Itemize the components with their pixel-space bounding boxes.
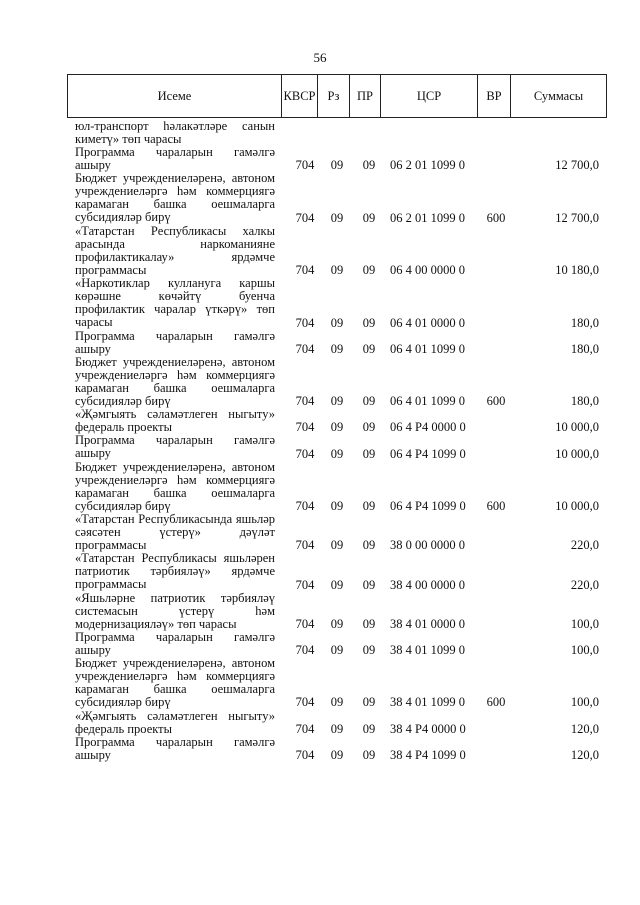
csr-cell: 06 4 01 0000 0: [390, 315, 465, 330]
row-name: [75, 736, 275, 762]
row-name-line: субсидияләр бирү: [75, 210, 171, 225]
row-name-line: юл-транспорт һәлакәтләре санын: [75, 119, 275, 133]
table-row: [0, 513, 640, 552]
row-name-line: Программа чараларын гамәлгә: [75, 629, 275, 644]
row-name-line: ашыру: [75, 642, 111, 657]
column-header-rz: Рз: [318, 75, 350, 117]
sum-cell: 10 000,0: [555, 420, 599, 435]
rz-cell: 09: [330, 616, 344, 631]
row-name: [75, 146, 275, 172]
pr-cell: 09: [362, 498, 376, 513]
pr-cell: 09: [362, 643, 376, 658]
row-name-line: карамаган башка оешмаларга: [75, 197, 275, 212]
sum-cell: 12 700,0: [555, 210, 599, 225]
column-header-csr: ЦСР: [381, 75, 478, 117]
table-row: [0, 356, 640, 408]
csr-cell: 38 4 01 1099 0: [390, 695, 465, 710]
row-name-line: «Яшьләрне патриотик тәрбияләү: [75, 590, 275, 605]
row-name-line: ашыру: [75, 446, 111, 461]
row-name-line: чарасы: [75, 315, 113, 330]
rz-cell: 09: [330, 498, 344, 513]
row-name-line: учреждениеләргә һәм коммерциягә: [75, 184, 275, 199]
pr-cell: 09: [362, 263, 376, 278]
table-row: [0, 120, 640, 146]
pr-cell: 09: [362, 210, 376, 225]
table-row: [0, 277, 640, 329]
row-name-line: «Татарстан Республикасы халкы: [75, 223, 275, 238]
sum-cell: 120,0: [570, 721, 599, 736]
row-name-line: «Татарстан Республикасы яшьләрен: [75, 551, 275, 566]
table-row: [0, 657, 640, 709]
kvsr-cell: 704: [295, 695, 315, 710]
sum-cell: 12 700,0: [555, 158, 599, 173]
csr-cell: 06 4 01 1099 0: [390, 394, 465, 409]
column-header-pr: ПР: [350, 75, 381, 117]
pr-cell: 09: [362, 420, 376, 435]
row-name: [75, 120, 275, 146]
row-name: [75, 552, 275, 591]
sum-cell: 10 000,0: [555, 446, 599, 461]
page-number: 56: [313, 50, 327, 65]
row-name-line: Бюджет учреждениеләренә, автоном: [75, 656, 275, 671]
row-name-line: программасы: [75, 577, 147, 592]
pr-cell: 09: [362, 446, 376, 461]
table-row: [0, 408, 640, 434]
row-name-line: көрәшне көчәйтү буенча: [75, 289, 275, 304]
row-name-line: учреждениеләргә һәм коммерциягә: [75, 367, 275, 382]
csr-cell: 38 4 00 0000 0: [390, 577, 465, 592]
row-name-line: субсидияләр бирү: [75, 498, 171, 513]
row-name-line: профилактик чаралар үткәрү» төп: [75, 302, 275, 317]
vr-cell: 600: [486, 695, 506, 710]
kvsr-cell: 704: [295, 341, 315, 356]
pr-cell: 09: [362, 721, 376, 736]
kvsr-cell: 704: [295, 538, 315, 553]
kvsr-cell: 704: [295, 446, 315, 461]
csr-cell: 38 4 P4 1099 0: [390, 747, 466, 762]
vr-cell: 600: [486, 210, 506, 225]
row-name-line: Программа чараларын гамәлгә: [75, 433, 275, 448]
table-row: [0, 172, 640, 224]
csr-cell: 06 4 01 1099 0: [390, 341, 465, 356]
rz-cell: 09: [330, 577, 344, 592]
kvsr-cell: 704: [295, 721, 315, 736]
row-name-line: федераль проекты: [75, 420, 173, 435]
sum-cell: 220,0: [570, 577, 599, 592]
row-name-line: субсидияләр бирү: [75, 393, 171, 408]
row-name-line: субсидияләр бирү: [75, 695, 171, 710]
kvsr-cell: 704: [295, 394, 315, 409]
row-name: [75, 631, 275, 657]
row-name: [75, 710, 275, 736]
sum-cell: 180,0: [570, 341, 599, 356]
rz-cell: 09: [330, 394, 344, 409]
row-name-line: ашыру: [75, 747, 111, 762]
row-name: [75, 330, 275, 356]
row-name: [75, 592, 275, 631]
row-name: [75, 356, 275, 408]
row-name-line: «Татарстан Республикасында яшьләр: [75, 512, 275, 526]
row-name-line: федераль проекты: [75, 721, 173, 736]
sum-cell: 180,0: [570, 394, 599, 409]
csr-cell: 38 4 01 1099 0: [390, 643, 465, 658]
rz-cell: 09: [330, 695, 344, 710]
csr-cell: 06 4 P4 1099 0: [390, 446, 466, 461]
row-name: [75, 657, 275, 709]
sum-cell: 100,0: [570, 695, 599, 710]
row-name-line: Программа чараларын гамәлгә: [75, 145, 275, 160]
pr-cell: 09: [362, 341, 376, 356]
csr-cell: 38 0 00 0000 0: [390, 538, 465, 553]
sum-cell: 100,0: [570, 643, 599, 658]
column-header-name: Исеме: [68, 75, 282, 117]
row-name-line: программасы: [75, 538, 147, 552]
kvsr-cell: 704: [295, 420, 315, 435]
rz-cell: 09: [330, 315, 344, 330]
pr-cell: 09: [362, 158, 376, 173]
kvsr-cell: 704: [295, 210, 315, 225]
column-header-vr: ВР: [478, 75, 511, 117]
row-name: [75, 277, 275, 329]
kvsr-cell: 704: [295, 616, 315, 631]
row-name-line: Программа чараларын гамәлгә: [75, 328, 275, 343]
pr-cell: 09: [362, 394, 376, 409]
rz-cell: 09: [330, 643, 344, 658]
row-name-line: Бюджет учреждениеләренә, автоном: [75, 354, 275, 369]
csr-cell: 06 2 01 1099 0: [390, 210, 465, 225]
row-name-line: «Җәмгыять сәламәтлеген ныгыту»: [75, 407, 275, 422]
kvsr-cell: 704: [295, 498, 315, 513]
table-row: [0, 330, 640, 356]
row-name-line: карамаган башка оешмаларга: [75, 682, 275, 697]
table-header: [67, 74, 607, 118]
row-name-line: арасында наркоманияне: [75, 236, 275, 251]
row-name-line: системасын үстерү һәм: [75, 603, 275, 618]
vr-cell: 600: [486, 498, 506, 513]
rz-cell: 09: [330, 263, 344, 278]
kvsr-cell: 704: [295, 263, 315, 278]
sum-cell: 220,0: [570, 538, 599, 553]
csr-cell: 06 4 P4 1099 0: [390, 498, 466, 513]
sum-cell: 180,0: [570, 315, 599, 330]
kvsr-cell: 704: [295, 315, 315, 330]
table-row: [0, 736, 640, 762]
row-name-line: ашыру: [75, 341, 111, 356]
kvsr-cell: 704: [295, 158, 315, 173]
sum-cell: 10 000,0: [555, 498, 599, 513]
row-name: [75, 408, 275, 434]
column-header-kvsr: КВСР: [282, 75, 318, 117]
table-row: [0, 146, 640, 172]
pr-cell: 09: [362, 747, 376, 762]
row-name-line: учреждениеләргә һәм коммерциягә: [75, 472, 275, 487]
table-row: [0, 592, 640, 631]
rz-cell: 09: [330, 341, 344, 356]
kvsr-cell: 704: [295, 643, 315, 658]
table-row: [0, 225, 640, 277]
row-name-line: «Җәмгыять сәламәтлеген ныгыту»: [75, 708, 275, 723]
row-name: [75, 225, 275, 277]
kvsr-cell: 704: [295, 577, 315, 592]
row-name-line: учреждениеләргә һәм коммерциягә: [75, 669, 275, 684]
row-name-line: киметү» төп чарасы: [75, 132, 182, 146]
pr-cell: 09: [362, 577, 376, 592]
rz-cell: 09: [330, 210, 344, 225]
table-row: [0, 434, 640, 460]
row-name-line: модернизацияләү» төп чарасы: [75, 616, 237, 631]
rz-cell: 09: [330, 158, 344, 173]
row-name-line: Бюджет учреждениеләренә, автоном: [75, 459, 275, 474]
kvsr-cell: 704: [295, 747, 315, 762]
rz-cell: 09: [330, 420, 344, 435]
table-row: [0, 631, 640, 657]
sum-cell: 10 180,0: [555, 263, 599, 278]
pr-cell: 09: [362, 538, 376, 553]
row-name-line: патриотик тәрбияләү» ярдәмче: [75, 564, 275, 579]
csr-cell: 06 2 01 1099 0: [390, 158, 465, 173]
row-name: [75, 513, 275, 552]
table-row: [0, 710, 640, 736]
csr-cell: 06 4 P4 0000 0: [390, 420, 466, 435]
row-name-line: ашыру: [75, 158, 111, 173]
row-name-line: программасы: [75, 262, 147, 277]
rz-cell: 09: [330, 747, 344, 762]
column-header-sum: Суммасы: [533, 88, 584, 103]
row-name: [75, 461, 275, 513]
row-name-line: «Наркотиклар куллануга каршы: [75, 276, 275, 291]
row-name: [75, 434, 275, 460]
row-name-line: сәясәтен үстерү» дәүләт: [75, 525, 275, 539]
pr-cell: 09: [362, 315, 376, 330]
pr-cell: 09: [362, 616, 376, 631]
row-name-line: Бюджет учреждениеләренә, автоном: [75, 171, 275, 186]
row-name: [75, 172, 275, 224]
table-row: [0, 461, 640, 513]
vr-cell: 600: [486, 394, 506, 409]
sum-cell: 100,0: [570, 616, 599, 631]
row-name-line: Программа чараларын гамәлгә: [75, 734, 275, 749]
rz-cell: 09: [330, 721, 344, 736]
pr-cell: 09: [362, 695, 376, 710]
row-name-line: карамаган башка оешмаларга: [75, 380, 275, 395]
rz-cell: 09: [330, 538, 344, 553]
table-row: [0, 552, 640, 591]
csr-cell: 06 4 00 0000 0: [390, 263, 465, 278]
row-name-line: профилактикалау» ярдәмче: [75, 249, 275, 264]
csr-cell: 38 4 01 0000 0: [390, 616, 465, 631]
csr-cell: 38 4 P4 0000 0: [390, 721, 466, 736]
rz-cell: 09: [330, 446, 344, 461]
sum-cell: 120,0: [570, 747, 599, 762]
row-name-line: карамаган башка оешмаларга: [75, 485, 275, 500]
